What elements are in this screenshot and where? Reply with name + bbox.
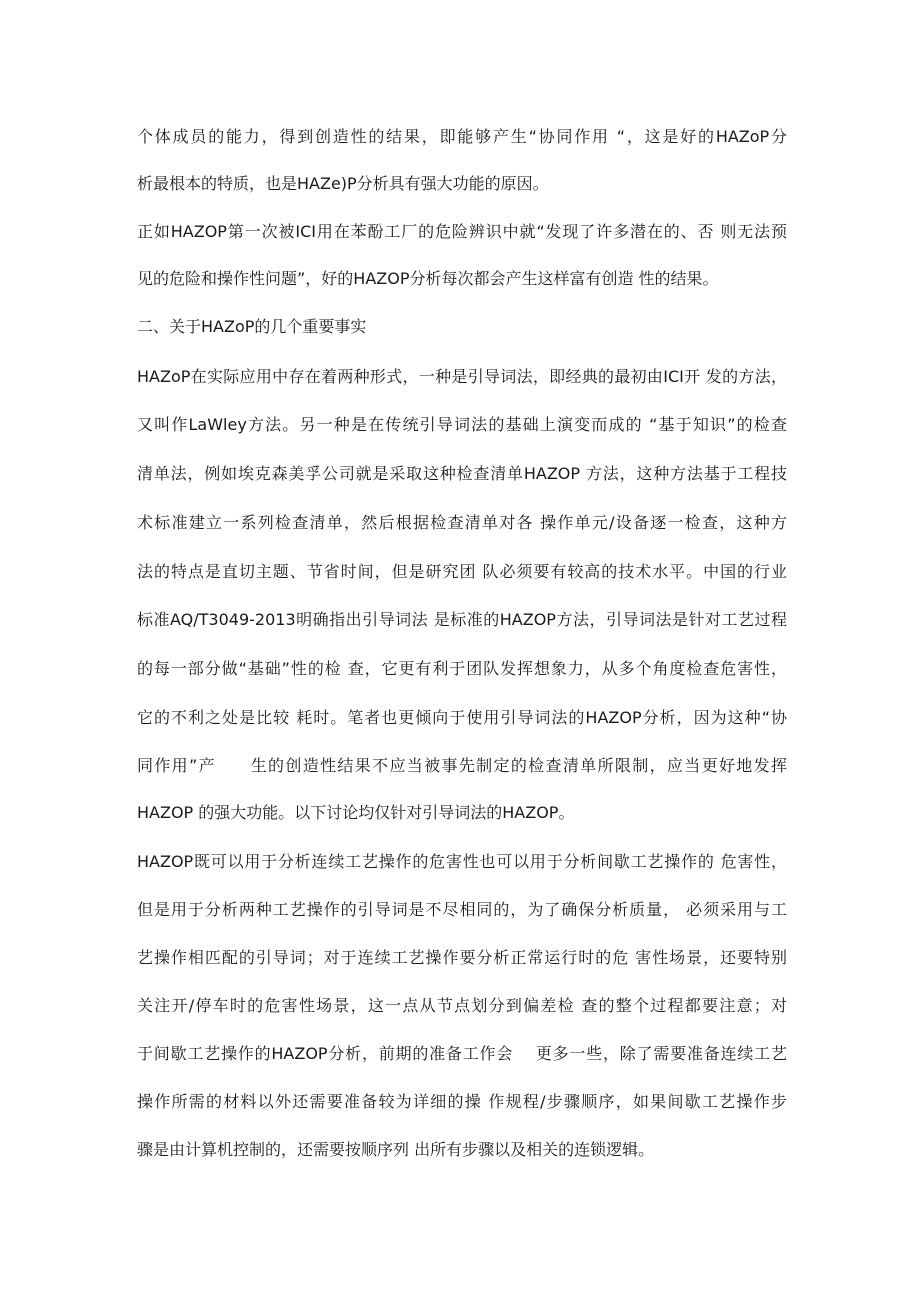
paragraph-1-line-2: 析最根本的特质，也是HAZe)P分析具有强大功能的原因。	[137, 174, 549, 193]
paragraph-4-line-7: 骤是由计算机控制的，还需要按顺序列 出所有步骤以及相关的连锁逻辑。	[137, 1140, 655, 1159]
paragraph-3-line-4: 术标准建立一系列检查清单，然后根据检查清单对各 操作单元/设备逐一检查，这种方	[137, 513, 787, 532]
paragraph-3-line-5: 法的特点是直切主题、节省时间，但是研究团 队必须要有较高的技术水平。中国的行业	[137, 562, 787, 581]
paragraph-2-line-1: 正如HAZOP第一次被ICI用在苯酚工厂的危险辨识中就“发现了许多潜在的、否 则无法预	[137, 222, 787, 241]
paragraph-4-line-4: 关注开/停车时的危害性场景，这一点从节点划分到偏差检 查的整个过程都要注意；对	[137, 996, 787, 1015]
paragraph-2-line-2: 见的危险和操作性问题”，好的HAZOP分析每次都会产生这样富有创造 性的结果。	[137, 269, 719, 288]
paragraph-3-line-6: 标准AQ/T3049-2013明确指出引导词法 是标准的HAZOP方法，引导词法是针对工艺过程	[137, 610, 787, 629]
paragraph-3-line-9: 同作用”产 生的创造性结果不应当被事先制定的检查清单所限制，应当更好地发挥	[137, 756, 787, 775]
paragraph-3-line-10: HAZOP 的强大功能。以下讨论均仅针对引导词法的HAZOP。	[137, 803, 575, 822]
paragraph-3-line-2: 又叫作LaWley方法。另一种是在传统引导词法的基础上演变而成的 “基于知识”的检查	[137, 415, 787, 434]
paragraph-3-line-7: 的每一部分做“基础”性的检 查，它更有利于团队发挥想象力，从多个角度检查危害性，	[137, 659, 787, 678]
paragraph-3-line-3: 清单法，例如埃克森美孚公司就是采取这种检查清单HAZOP 方法，这种方法基于工程技	[137, 464, 787, 483]
paragraph-4-line-3: 艺操作相匹配的引导词；对于连续工艺操作要分析正常运行时的危 害性场景，还要特别	[137, 948, 787, 967]
paragraph-3-line-8: 它的不利之处是比较 耗时。笔者也更倾向于使用引导词法的HAZOP分析，因为这种“协	[137, 708, 787, 727]
section-heading: 二、关于HAZoP的几个重要事实	[137, 317, 367, 336]
paragraph-3-line-1: HAZoP在实际应用中存在着两种形式，一种是引导词法，即经典的最初由ICI开 发的方法，	[137, 367, 787, 386]
paragraph-4-line-5: 于间歇工艺操作的HAZOP分析，前期的准备工作会 更多一些，除了需要准备连续工艺	[137, 1044, 787, 1063]
paragraph-4-line-2: 但是用于分析两种工艺操作的引导词是不尽相同的，为了确保分析质量， 必须采用与工	[137, 900, 787, 919]
paragraph-4-line-1: HAZOP既可以用于分析连续工艺操作的危害性也可以用于分析间歇工艺操作的 危害性，	[137, 852, 787, 871]
paragraph-1-line-1: 个体成员的能力，得到创造性的结果，即能够产生“协同作用 “，这是好的HAZoP分	[137, 127, 787, 146]
paragraph-4-line-6: 操作所需的材料以外还需要准备较为详细的操 作规程/步骤顺序，如果间歇工艺操作步	[137, 1092, 787, 1111]
